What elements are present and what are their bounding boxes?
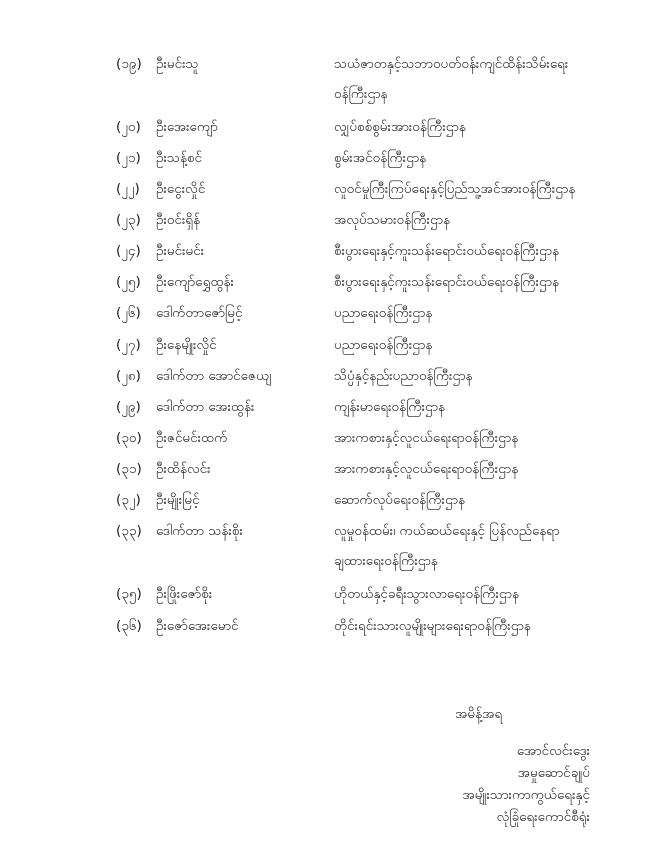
item-number: (၂၅): [116, 274, 141, 290]
ministry-name: ပညာရေးဝန်ကြီးဌာန: [334, 305, 433, 321]
ministry-name: ဆောက်လုပ်ရေးဝန်ကြီးဌာန: [334, 492, 465, 508]
appointee-name: ဦးထိန်လင်း: [156, 461, 211, 477]
ministry-name: လူဝင်မှုကြီးကြပ်ရေးနှင့်ပြည်သူ့အင်အားဝန်ကြီးဌာန: [334, 181, 576, 197]
item-number: (၃၀): [116, 430, 142, 446]
item-number: (၁၉): [116, 56, 142, 72]
item-number: (၃၂): [116, 492, 141, 508]
list-item: [0, 488, 648, 512]
list-item: [0, 582, 648, 606]
appointee-name: ဒေါက်တာ အေးထွန်း: [156, 399, 255, 415]
ministry-name: လျှပ်စစ်စွမ်းအားဝန်ကြီးဌာန: [334, 119, 466, 135]
ministry-name: အားကစားနှင့်လူငယ်ရေးရာဝန်ကြီးဌာန: [334, 430, 519, 446]
signatory-title: အမှုဆောင်ချုပ်: [517, 765, 590, 781]
list-item: [0, 239, 648, 263]
appointee-name: ဦးငွေးလှိုင်: [156, 181, 206, 197]
item-number: (၂၉): [116, 399, 141, 415]
ministry-name: သယံဇာတနှင့်သဘာဝပတ်ဝန်းကျင်ထိန်းသိမ်းရေး: [334, 56, 569, 72]
list-item: [0, 457, 648, 481]
list-item: [0, 52, 648, 102]
ministry-name: လူမှုဝန်ထမ်း၊ ကယ်ဆယ်ရေးနှင့် ပြန်လည်နေရာ: [334, 523, 560, 539]
appointee-name: ဦးမျိုးမြင့်: [156, 492, 200, 508]
item-number: (၃၃): [116, 523, 142, 539]
appointee-name: ဒေါက်တာဇော်မြင့်: [156, 305, 243, 321]
item-number: (၂၀): [116, 119, 141, 135]
ministry-name: စီးပွားရေးနှင့်ကူးသန်းရောင်းဝယ်ရေးဝန်ကြီးဌာန: [334, 243, 560, 259]
item-number: (၂၈): [116, 368, 141, 384]
appointee-name: ဦးဇော်အေးမောင်: [156, 618, 239, 634]
appointee-name: ဦးကျော်ရွှေထွန်း: [156, 274, 234, 290]
by-order-label: အမိန့်အရ: [455, 706, 503, 722]
signatory-org-line2: လုံခြုံရေးကောင်စီရုံး: [496, 809, 590, 825]
list-item: [0, 301, 648, 325]
list-item: [0, 426, 648, 450]
item-number: (၂၂): [116, 181, 140, 197]
ministry-name-continued: ချထားရေးဝန်ကြီးဌာန: [334, 553, 438, 569]
list-item: [0, 333, 648, 357]
list-item: [0, 395, 648, 419]
appointee-name: ဦးသန့်စင်: [156, 150, 203, 166]
appointee-name: ဒေါက်တာ သန်းစိုး: [156, 523, 243, 539]
signatory-org-line1: အမျိုးသားကာကွယ်ရေးနှင့်: [462, 787, 590, 803]
signatory-name: အောင်လင်းဒွေး: [516, 743, 590, 759]
item-number: (၃၅): [116, 586, 142, 602]
item-number: (၂၄): [116, 243, 141, 259]
appointee-name: ဦးဖြိုးဇော်စိုး: [156, 586, 213, 602]
item-number: (၃၆): [116, 618, 142, 634]
ministry-name: အားကစားနှင့်လူငယ်ရေးရာဝန်ကြီးဌာန: [334, 461, 519, 477]
ministry-name: သိပ္ပံနှင့်နည်းပညာဝန်ကြီးဌာန: [334, 368, 473, 384]
ministry-name: ကျန်းမာရေးဝန်ကြီးဌာန: [334, 399, 446, 415]
list-item: [0, 177, 648, 201]
ministry-name: စီးပွားရေးနှင့်ကူးသန်းရောင်းဝယ်ရေးဝန်ကြီးဌာန: [334, 274, 560, 290]
list-item: [0, 146, 648, 170]
item-number: (၂၇): [116, 337, 141, 353]
item-number: (၂၆): [116, 305, 141, 321]
appointee-name: ဦးနေမျိုးလှိုင်: [156, 337, 217, 353]
ministry-name: တိုင်းရင်းသားလူမျိုးများရေးရာဝန်ကြီးဌာန: [334, 618, 531, 634]
ministry-name: စွမ်းအင်ဝန်ကြီးဌာန: [334, 150, 427, 166]
list-item: [0, 270, 648, 294]
list-item: [0, 115, 648, 139]
list-item: [0, 614, 648, 638]
ministry-name-continued: ဝန်ကြီးဌာန: [334, 86, 388, 102]
appointee-name: ဦးအေးကျော်: [156, 119, 218, 135]
list-item: [0, 364, 648, 388]
item-number: (၂၁): [116, 150, 141, 166]
appointee-name: ဦးဇင်မင်းထက်: [156, 430, 228, 446]
list-item: [0, 519, 648, 569]
item-number: (၂၃): [116, 212, 141, 228]
appointee-name: ဦးမင်းသူ: [156, 56, 199, 72]
signature-block: [462, 740, 590, 828]
appointee-name: ဦးမင်းမင်း: [156, 243, 205, 259]
item-number: (၃၁): [116, 461, 142, 477]
ministry-name: အလုပ်သမားဝန်ကြီးဌာန: [334, 212, 450, 228]
list-item: [0, 208, 648, 232]
appointee-name: ဒေါက်တာ အောင်ဇေယျ: [156, 368, 272, 384]
appointee-name: ဦးဝင်းရှိန်: [156, 212, 201, 228]
ministry-name: ပညာရေးဝန်ကြီးဌာန: [334, 337, 433, 353]
ministry-name: ဟိုတယ်နှင့်ခရီးသွားလာရေးဝန်ကြီးဌာန: [334, 586, 519, 602]
